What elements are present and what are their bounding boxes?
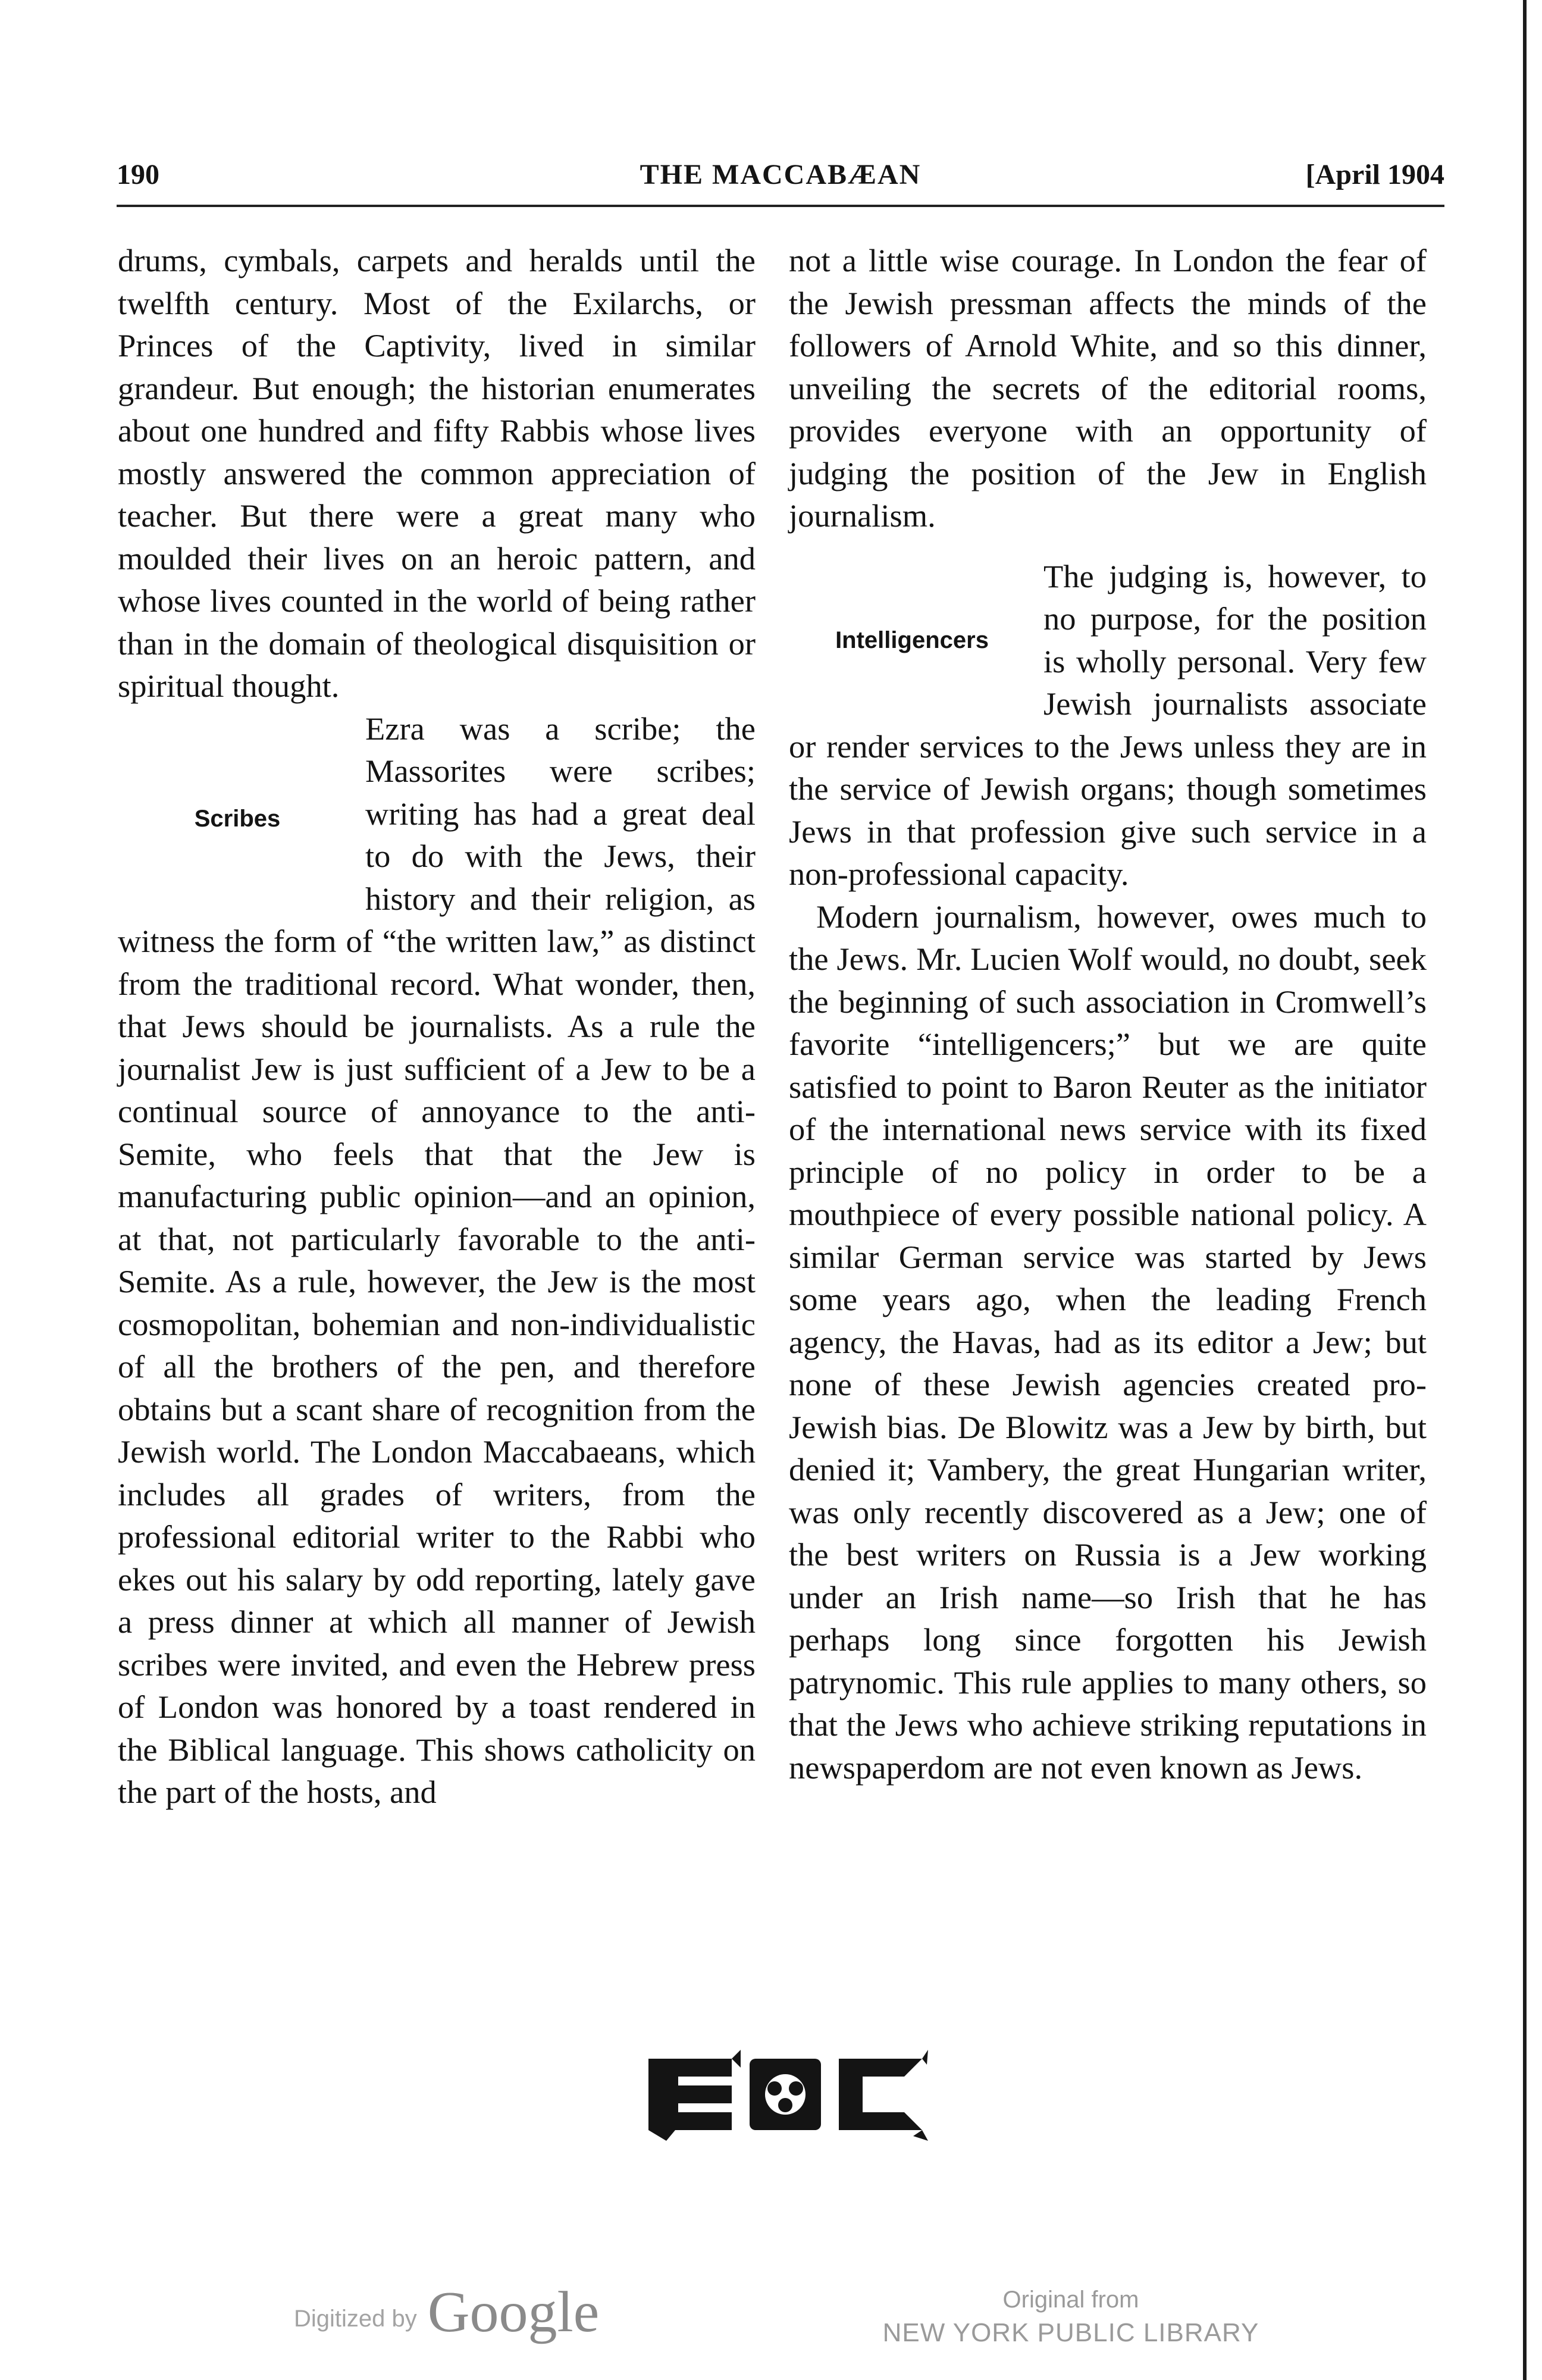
paragraph-scribes: Ezra was a scribe; the Massorites were scribes; writing has had a great deal to do with the Jews, their history and their religion, as witness the form of “the written law,” as distinct from the traditional record. What wonder, then, that Jews should be journalists. As a rule the journalist Jew is just sufficient of a Jew to be a continual source of annoyance to the anti-Semite, who feels that that the Jew is manufacturing public opinion—and an opinion, at that, not particularly favorable to the anti-Semite. As a rule, however, the Jew is the most cosmopolitan, bohemian and non-individualistic of all the brothers of the pen, and therefore obtains but a scant share of recognition from the Jewish world. The London Maccabaeans, which includes all grades of writers, from the professional editorial writer to the Rabbi who ekes out his salary by odd reporting, lately gave a press dinner at which all manner of Jewish scribes were invited, and even the Hebrew press of London was honored by a toast rendered in the Biblical language. This shows catholicity on the part of the hosts, and bbox=[118, 710, 756, 1810]
paragraph-modern-journalism: Modern journalism, however, owes much to the Jews. Mr. Lucien Wolf would, no doubt, seek the beginning of such association in Cromwell’s favorite “intelligencers;” but we are quite satisfied to point to Baron Reuter as the initiator of the international news service with its fixed principle of no policy in order to be a mouthpiece of every possible national policy. A similar German service was started by Jews some years ago, when the leading French agency, the Havas, had as its editor a Jew; but none of these Jewish agencies created pro-Jewish bias. De Blowitz was a Jew by birth, but denied it; Vambery, the great Hungarian writer, was only recently discovered as a Jew; one of the best writers on Russia is a Jew working under an Irish name—so Irish that he has perhaps long since forgotten his Jewish patrynomic. This rule applies to many others, so that the Jews who achieve striking reputations in newspaperdom are not even known as Jews. bbox=[789, 898, 1427, 1786]
google-logo: Google bbox=[427, 2280, 600, 2344]
source-credit bbox=[880, 2284, 1261, 2350]
ornament-right-block bbox=[839, 2059, 922, 2130]
ornament-icon bbox=[642, 2047, 928, 2142]
library-name: NEW YORK PUBLIC LIBRARY bbox=[882, 2318, 1259, 2347]
page-number: 190 bbox=[117, 159, 159, 190]
ornament-left-block bbox=[648, 2059, 732, 2130]
journal-title: THE MACCABÆAN bbox=[640, 159, 922, 190]
paragraph-judging: The judging is, however, to no purpose, for the position is wholly personal. Very few Jewish journalists associate or render services to the Jews unless they are in the service of Jewish organs; though sometimes Jews in that profession give such service in a non-professional capacity. bbox=[789, 558, 1427, 892]
original-from-label: Original from bbox=[1002, 2287, 1139, 2313]
header-rule bbox=[117, 205, 1444, 207]
side-heading-scribes: Scribes bbox=[194, 805, 281, 832]
scan-edge bbox=[1523, 0, 1527, 2380]
issue-date: [April 1904 bbox=[1305, 159, 1444, 190]
left-column bbox=[118, 239, 756, 1814]
digitization-credit bbox=[294, 2279, 599, 2344]
right-column bbox=[789, 239, 1427, 1789]
running-header bbox=[117, 158, 1444, 206]
side-heading-intelligencers: Intelligencers bbox=[835, 627, 989, 653]
paragraph-exilarchs: drums, cymbals, carpets and heralds until the twelfth century. Most of the Exilarchs, or Princes of the Captivity, lived in similar grandeur. But enough; the historian enumerates about one hundred and fifty Rabbis whose lives mostly answered the common appreciation of teacher. But there were a great many who moulded their lives on an heroic pattern, and whose lives counted in the world of being rather than in the domain of theological disquisition or spiritual thought. bbox=[118, 242, 756, 704]
paragraph-courage: not a little wise courage. In London the fear of the Jewish pressman affects the minds of the followers of Arnold White, and so this dinner, unveiling the secrets of the editorial rooms, provides everyone with an opportunity of judging the position of the Jew in English journalism. bbox=[789, 242, 1427, 534]
digitized-by-label: Digitized by bbox=[294, 2306, 417, 2332]
